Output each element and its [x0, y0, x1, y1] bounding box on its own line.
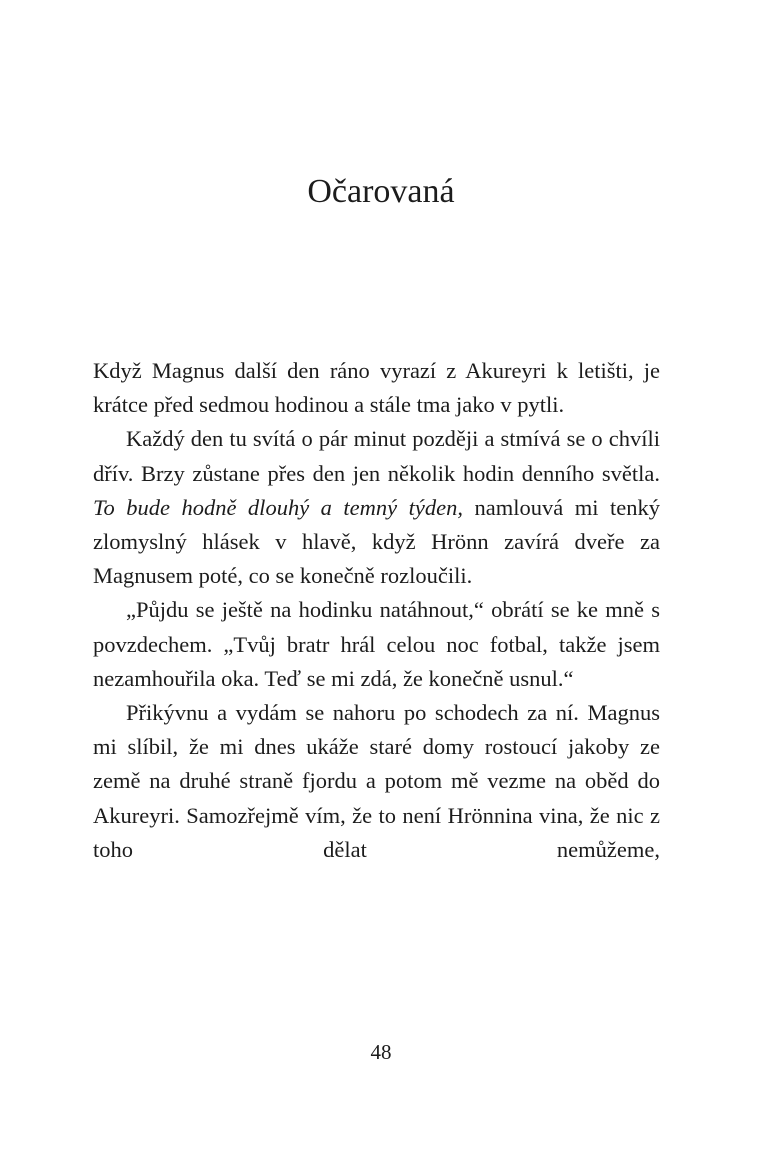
- chapter-body: [93, 354, 660, 867]
- paragraph-1: [93, 354, 660, 422]
- paragraph-1-text: Když Magnus další den ráno vyrazí z Akureyri k letišti, je krátce před sedmou hodinou a stále tma jako v pytli.: [93, 358, 660, 418]
- paragraph-4: [93, 696, 660, 867]
- paragraph-2: [93, 422, 660, 593]
- paragraph-4-text: Přikývnu a vydám se nahoru po schodech za ní. Magnus mi slíbil, že mi dnes ukáže staré domy rostoucí jakoby ze země na druhé straně fjordu a potom mě vezme na oběd do Akureyri. Samozřejmě vím, že to není Hrönnina vina, že nic z toho dělat nemůžeme,: [93, 700, 660, 862]
- chapter-title: Očarovaná: [307, 173, 455, 210]
- paragraph-2-text-b: namlouvá mi tenký zlomyslný hlásek v hlavě, když Hrönn zavírá dveře za Magnusem poté, co se konečně rozloučili.: [93, 494, 660, 589]
- paragraph-2-italic-text: To bude hodně dlouhý a temný týden,: [93, 494, 464, 520]
- paragraph-3: [93, 593, 660, 696]
- page-number: 48: [370, 1040, 392, 1064]
- paragraph-3-text: „Půjdu se ještě na hodinku natáhnout,“ obrátí se ke mně s povzdechem. „Tvůj bratr hrál celou noc fotbal, takže jsem nezamhouřila oka. Teď se mi zdá, že konečně usnul.“: [93, 597, 660, 691]
- paragraph-2-text-a: Každý den tu svítá o pár minut později a stmívá se o chvíli dřív. Brzy zůstane přes den jen několik hodin denního světla.: [93, 426, 660, 486]
